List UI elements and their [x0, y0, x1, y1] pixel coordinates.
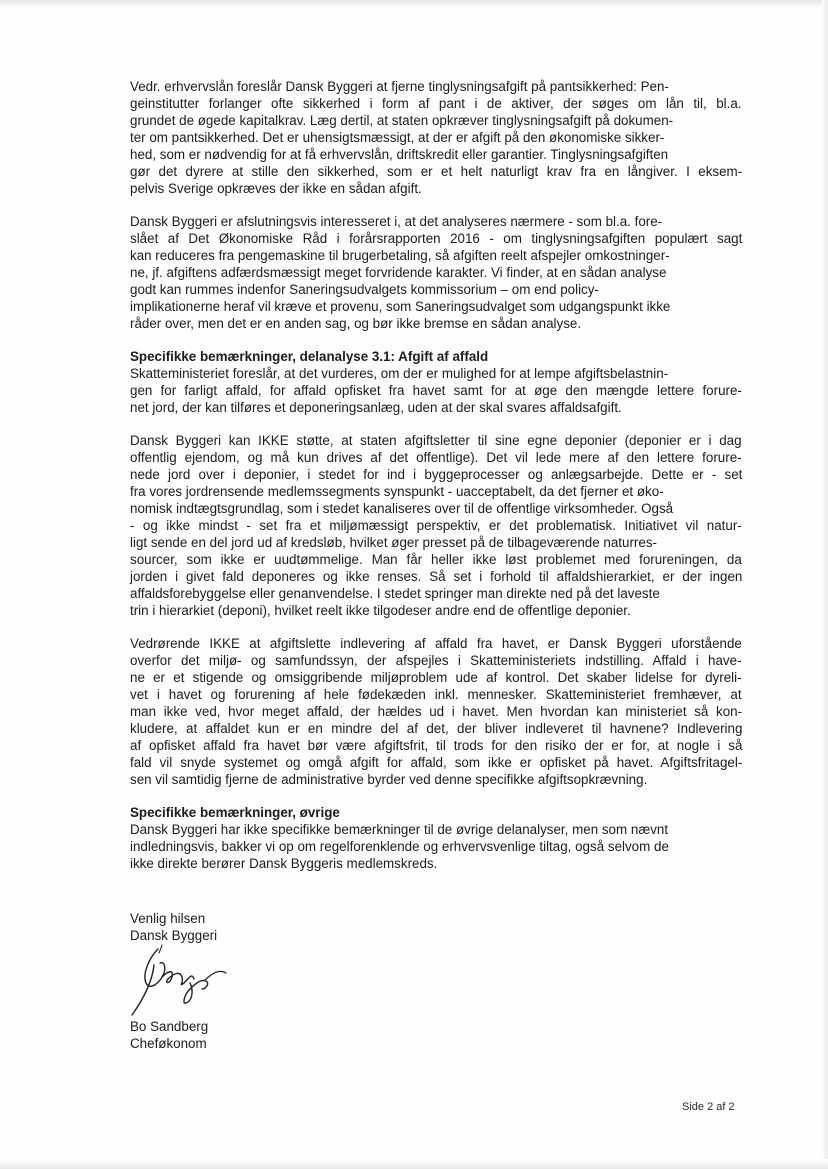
body-paragraph: [130, 635, 742, 788]
text-line: grundet de øgede kapitalkrav. Læg dertil, at staten opkræver tinglysningsafgift på dokumen-: [130, 113, 674, 128]
closing-greeting: Venlig hilsen: [130, 911, 206, 926]
text-line: - og ikke mindst - set fra et miljømæssigt perspektiv, er det problematisk. Initiativet vil natur-: [130, 518, 742, 533]
text-line: slået af Det Økonomiske Råd i forårsrapporten 2016 - om tinglysningsafgiften populært sagt: [130, 231, 743, 246]
text-line: ligt sende en del jord ud af kredsløb, hvilket øger presset på de tilbageværende naturres-: [130, 535, 657, 550]
body-paragraph: [130, 432, 742, 619]
text-line: kan reduceres fra pengemaskine til brugerbetaling, så afgiften reelt afspejler omkostninger-: [130, 248, 670, 263]
scan-top-edge: [0, 0, 828, 8]
text-line: vet i havet og forurening af hele fødekæden inkl. mennesker. Skatteministeriet fremhæver, at: [130, 687, 742, 702]
text-line: ne, jf. afgiftens adfærdsmæssigt meget forvridende karakter. Vi finder, at en sådan analyse: [130, 265, 667, 280]
text-line: affaldsforebyggelse eller genanvendelse. I stedet springer man direkte ned på det laveste: [130, 586, 660, 601]
text-line: Dansk Byggeri kan IKKE støtte, at staten afgiftsletter til sine egne deponier (deponier er i dag: [130, 433, 742, 448]
text-line: ne er et stigende og omsiggribende miljøproblem ude af kontrol. Det skaber lidelse for dyreli-: [130, 670, 742, 685]
text-line: Vedr. erhvervslån foreslår Dansk Byggeri at fjerne tinglysningsafgift på pantsikkerhed: Pen-: [130, 79, 669, 94]
text-line: indledningsvis, bakker vi op om regelforenklende og erhvervsvenlige tiltag, også selvom de: [130, 839, 669, 854]
text-line: ter om pantsikkerhed. Det er uhensigtsmæssigt, at der er afgift på den økonomiske sikker-: [130, 130, 665, 145]
text-line: offentlig ejendom, og må kun drives af det offentlige). Det vil lede mere af den lettere forure-: [130, 450, 742, 465]
text-line: nede jord over i deponier, i stedet for ind i byggeprocesser og anlægsarbejde. Dette er - set: [130, 467, 743, 482]
text-line: Dansk Byggeri er afslutningsvis interesseret i, at det analyseres nærmere - som bl.a. fore-: [130, 214, 663, 229]
text-line: fra vores jordrensende medlemssegments synspunkt - uacceptabelt, da det fjerner et øko-: [130, 484, 664, 499]
text-line: hed, som er nødvendig for at få erhvervslån, driftskredit eller garantier. Tinglysningsafgiften: [130, 147, 669, 162]
text-line: kludere, at affaldet kun er en mindre del af det, der bliver indleveret til havnene? Indlevering: [130, 721, 743, 736]
closing-block: [130, 910, 217, 944]
scan-bottom-edge: [0, 1159, 828, 1169]
text-line: net jord, der kan tilføres et deponeringsanlæg, uden at der skal svares affaldsafgift.: [130, 400, 622, 415]
text-line: sen vil samtidig fjerne de administrative byrder ved denne specifikke afgiftsopkrævning.: [130, 772, 648, 787]
section-heading: Specifikke bemærkninger, øvrige: [130, 805, 340, 820]
text-line: man ikke ved, hvor meget affald, der hældes ud i havet. Men hvordan kan ministeriet så kon-: [130, 704, 743, 719]
body-paragraph: [130, 78, 742, 197]
text-line: godt kan rummes indenfor Saneringsudvalgets kommissorium – om end policy-: [130, 282, 599, 297]
text-line: råder over, men det er en anden sag, og bør ikke bremse en sådan analyse.: [130, 316, 582, 331]
text-line: sourcer, som ikke er uudtømmelige. Man får heller ikke løst problemet med forureningen, da: [130, 552, 742, 567]
text-line: fald vil snyde systemet og omgå afgift for affald, som ikke er opfisket på havet. Afgiftsfritagel-: [130, 755, 743, 770]
text-line: Skatteministeriet foreslår, at det vurderes, om der er mulighed for at lempe afgiftsbelastnin-: [130, 366, 669, 381]
section-heading: Specifikke bemærkninger, delanalyse 3.1: Afgift af affald: [130, 349, 489, 364]
text-line: nomisk indtægtsgrundlag, som i stedet kanaliseres over til de offentlige virksomheder. Også: [130, 501, 674, 516]
handwritten-signature: [128, 943, 238, 1021]
letter-body: [130, 78, 742, 888]
scan-right-edge: [822, 0, 828, 1169]
text-line: af opfisket affald fra havet bør være afgiftsfrit, til trods for den risiko der er for, at nogle i så: [130, 738, 743, 753]
text-line: pelvis Sverige opkræves der ikke en sådan afgift.: [130, 181, 422, 196]
text-line: geinstitutter forlanger ofte sikkerhed i form af pant i de aktiver, der søges om lån til, bl.a.: [130, 96, 742, 111]
text-line: overfor det miljø- og samfundssyn, der afspejles i Skatteministeriets indstilling. Affald i have-: [130, 653, 742, 668]
text-line: Dansk Byggeri har ikke specifikke bemærkninger til de øvrige delanalyser, men som nævnt: [130, 822, 669, 837]
signer-name: Bo Sandberg: [130, 1019, 209, 1034]
text-line: jorden i givet fald deponeres og ikke renses. Så set i forhold til affaldshierarkiet, er der ingen: [130, 569, 743, 584]
signer-title: Cheføkonom: [130, 1036, 207, 1051]
section-paragraph: [130, 348, 742, 416]
closing-organization: Dansk Byggeri: [130, 928, 218, 943]
page-number: Side 2 af 2: [682, 1101, 735, 1113]
text-line: Vedrørende IKKE at afgiftslette indlevering af affald fra havet, er Dansk Byggeri uforstående: [130, 636, 742, 651]
text-line: trin i hierarkiet (deponi), hvilket reelt ikke tilgodeser andre end de offentlige deponier.: [130, 603, 631, 618]
signer-block: [130, 1018, 208, 1052]
text-line: implikationerne heraf vil kræve et provenu, som Saneringsudvalget som udgangspunkt ikke: [130, 299, 671, 314]
body-paragraph: [130, 213, 742, 332]
section-paragraph: [130, 804, 742, 872]
text-line: gen for farligt affald, for affald opfisket fra havet samt for at øge den mængde lettere forure-: [130, 383, 742, 398]
text-line: ikke direkte berører Dansk Byggeris medlemskreds.: [130, 856, 438, 871]
text-line: gør det dyrere at stille den sikkerhed, som er et helt naturligt krav fra en långiver. I eksem-: [130, 164, 743, 179]
